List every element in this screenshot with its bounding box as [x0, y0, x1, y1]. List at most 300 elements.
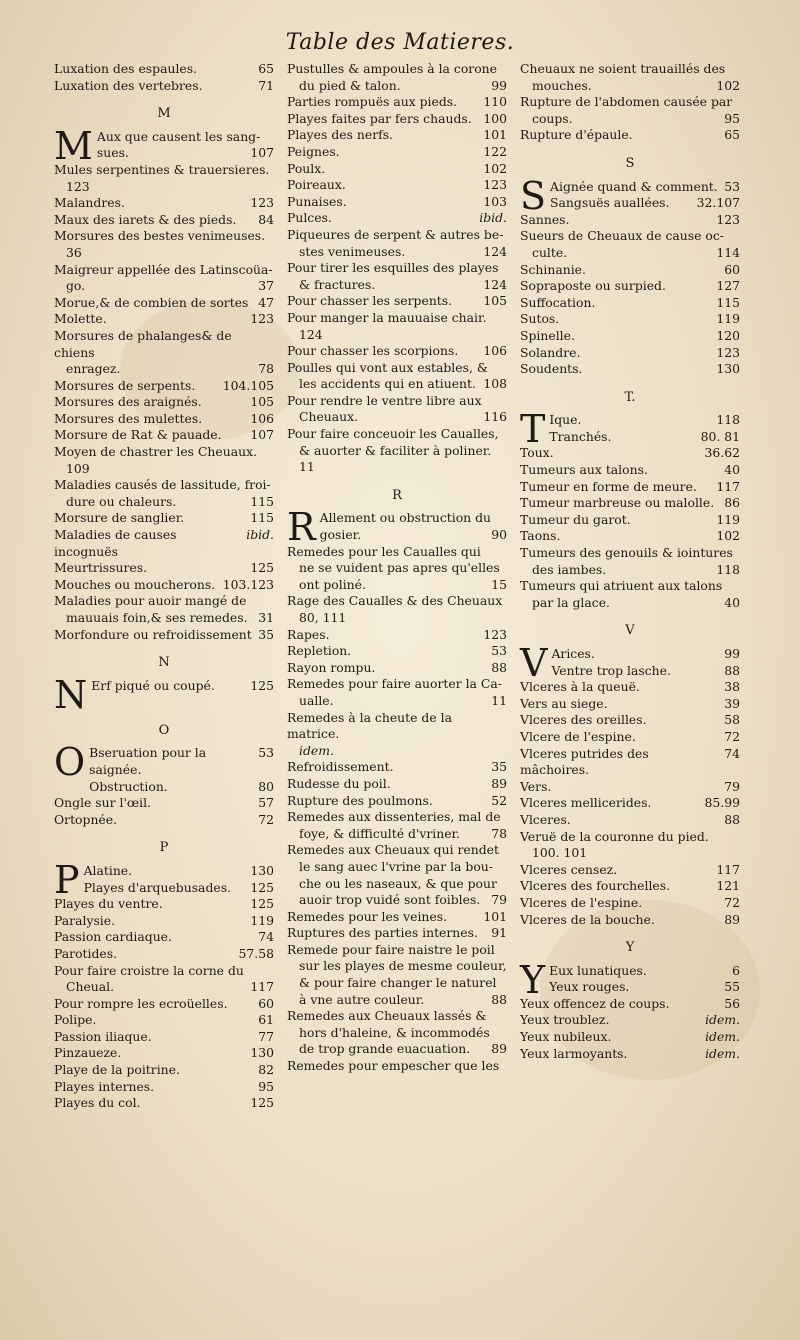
index-entry — [287, 310, 507, 327]
index-entry — [287, 942, 507, 959]
page-reference: 77 — [258, 1028, 274, 1044]
index-entry — [520, 311, 740, 328]
entry-text: Yeux nubileux. — [520, 1029, 612, 1045]
section-first-entry — [520, 407, 740, 452]
page-reference: 102 — [716, 77, 740, 93]
entry-text: Poulx. — [287, 160, 326, 176]
index-entry — [287, 144, 507, 161]
index-entry — [520, 495, 740, 512]
page-reference: 40 — [724, 594, 740, 610]
page-reference: 102 — [716, 528, 740, 544]
entry-text: Tumeur marbreuse ou malolle. — [520, 495, 715, 511]
index-entry-continuation — [287, 992, 507, 1009]
entry-text: les accidents qui en atiuent. — [299, 376, 476, 392]
drop-cap-lines — [89, 745, 274, 795]
index-entry — [54, 311, 274, 328]
page-reference: 79 — [491, 892, 507, 908]
entry-text: Tranchés. — [549, 428, 612, 444]
index-entry — [520, 912, 740, 929]
entry-text: Poulles qui vont aux estables, & — [287, 359, 488, 375]
page-reference: 65 — [724, 127, 740, 143]
page-title: Table des Matieres. — [285, 30, 515, 55]
entry-text: Paralysie. — [54, 912, 116, 928]
page-reference: 120 — [716, 327, 740, 343]
index-column-2 — [287, 61, 507, 1075]
entry-text: Playes d'arquebusades. — [83, 879, 232, 895]
entry-text: Maladies pour auoir mangé de — [54, 593, 247, 609]
index-entry-continuation — [54, 494, 274, 511]
page-reference: 130 — [250, 1045, 274, 1061]
index-entry — [54, 946, 274, 963]
page-reference: 88 — [724, 811, 740, 827]
index-entry — [54, 328, 274, 361]
page-reference: 60 — [724, 261, 740, 277]
index-entry — [54, 627, 274, 644]
index-entry-continuation — [54, 278, 274, 295]
entry-text: Morsures de serpents. — [54, 377, 196, 393]
page-reference: 125 — [250, 560, 274, 576]
page-reference: 115 — [716, 294, 740, 310]
entry-text: Morfondure ou refroidissement — [54, 626, 252, 642]
entry-text: Maux des iarets & des pieds. — [54, 211, 237, 227]
index-entry — [287, 260, 507, 277]
page-reference: ibid. — [479, 210, 507, 226]
drop-cap: O — [54, 740, 86, 785]
index-entry — [54, 228, 274, 245]
index-entry — [520, 729, 740, 746]
index-entry — [520, 746, 740, 779]
index-entry — [320, 527, 507, 544]
entry-text: Rupture de l'abdomen causée par — [520, 94, 733, 110]
page-reference: 61 — [258, 1012, 274, 1028]
index-entry — [287, 194, 507, 211]
page-reference: 117 — [716, 478, 740, 494]
page-reference: 55 — [724, 979, 740, 995]
page-reference: 124 — [483, 276, 507, 292]
index-entry — [520, 712, 740, 729]
index-entry-continuation — [287, 975, 507, 992]
entry-text: Pour faire croistre la corne du — [54, 962, 244, 978]
entry-text: Maigreur appellée des Latinscoüa- — [54, 261, 273, 277]
section-first-entry — [54, 857, 274, 902]
entry-text: Pulces. — [287, 210, 332, 226]
entry-text: de trop grande euacuation. — [299, 1041, 471, 1057]
entry-text: 11 — [299, 459, 315, 475]
index-entry — [54, 577, 274, 594]
index-column-1 — [54, 61, 274, 1112]
page-reference: ibid. — [246, 527, 274, 543]
index-entry-continuation — [287, 1041, 507, 1058]
page-reference: 106 — [483, 343, 507, 359]
page-reference: 108 — [483, 376, 507, 392]
index-entry — [287, 710, 507, 743]
index-entry — [54, 1045, 274, 1062]
entry-text: Punaises. — [287, 193, 347, 209]
index-entry — [54, 444, 274, 461]
entry-text: Remedes à la cheute de la matrice. — [287, 709, 452, 742]
index-entry-continuation — [54, 245, 274, 262]
index-entry — [287, 925, 507, 942]
page-reference: 107 — [250, 427, 274, 443]
entry-text: Pour manger la mauuaise chair. — [287, 309, 487, 325]
entry-text: Tumeurs qui atriuent aux talons — [520, 578, 723, 594]
page-reference: 119 — [250, 912, 274, 928]
page-reference: 72 — [258, 811, 274, 827]
entry-text: auoir trop vuidé sont foibles. — [299, 892, 481, 908]
page-reference: 103 — [483, 193, 507, 209]
drop-cap: P — [54, 857, 80, 902]
index-entry — [520, 295, 740, 312]
entry-text: Tumeur du garot. — [520, 511, 631, 527]
entry-text: Bseruation pour la saignée. — [89, 745, 207, 777]
entry-text: Luxation des vertebres. — [54, 77, 203, 93]
index-entry — [54, 78, 274, 95]
entry-text: stes venimeuses. — [299, 243, 406, 259]
page-reference: 123 — [250, 195, 274, 211]
entry-text: Cheual. — [66, 979, 115, 995]
index-entry-continuation — [520, 595, 740, 612]
entry-text: Pour tirer les esquilles des playes — [287, 260, 499, 276]
page-reference: 127 — [716, 278, 740, 294]
page-reference: 123 — [716, 211, 740, 227]
index-entry — [287, 1008, 507, 1025]
entry-text: Yeux larmoyants. — [520, 1045, 628, 1061]
index-entry — [520, 61, 740, 78]
page-reference: 115 — [250, 510, 274, 526]
index-entry — [520, 1046, 740, 1063]
page-reference: 99 — [491, 77, 507, 93]
index-entry — [287, 909, 507, 926]
index-entry — [520, 812, 740, 829]
index-entry — [287, 809, 507, 826]
index-entry-continuation — [287, 743, 507, 760]
index-entry-continuation — [54, 979, 274, 996]
entry-text: Maladies de causes incognuës — [54, 527, 177, 559]
entry-text: Remedes aux Cheuaux lassés & — [287, 1008, 487, 1024]
index-entry — [550, 179, 740, 196]
page-reference: 101 — [483, 908, 507, 924]
index-entry-continuation — [287, 409, 507, 426]
index-entry — [287, 293, 507, 310]
entry-text: 100. 101 — [532, 845, 588, 861]
index-entry — [520, 228, 740, 245]
entry-text: ualle. — [299, 692, 334, 708]
page-reference: 72 — [724, 894, 740, 910]
page-reference: 15 — [491, 576, 507, 592]
index-entry-continuation — [287, 1025, 507, 1042]
entry-text: Rupture d'épaule. — [520, 127, 633, 143]
index-entry-continuation — [287, 876, 507, 893]
index-entry — [287, 177, 507, 194]
entry-text: Pustulles & ampoules à la corone — [287, 61, 497, 76]
page-reference: 103.123 — [222, 576, 274, 592]
page-reference: 71 — [258, 77, 274, 93]
index-entry — [54, 61, 274, 78]
index-entry-continuation — [54, 361, 274, 378]
index-entry — [54, 195, 274, 212]
section-letter: O — [158, 722, 170, 738]
entry-text: Rudesse du poil. — [287, 775, 391, 791]
entry-text: Remedes pour les Caualles qui — [287, 543, 481, 559]
index-entry-continuation — [287, 327, 507, 344]
drop-cap-lines — [550, 179, 740, 212]
index-entry — [549, 963, 740, 980]
index-entry — [520, 878, 740, 895]
drop-cap: T — [520, 407, 546, 452]
entry-text: Rapes. — [287, 626, 330, 642]
index-entry — [549, 412, 740, 429]
index-entry — [287, 393, 507, 410]
entry-text: Rage des Caualles & des Cheuaux — [287, 593, 503, 609]
index-entry — [54, 162, 274, 179]
index-entry — [54, 996, 274, 1013]
index-entry — [287, 676, 507, 693]
index-entry — [54, 262, 274, 279]
page-reference: 39 — [724, 695, 740, 711]
page-reference: 56 — [724, 995, 740, 1011]
entry-text: des iambes. — [532, 561, 607, 577]
index-entry — [84, 880, 274, 897]
entry-text: gosier. — [319, 527, 362, 543]
entry-text: Vlceres des oreilles. — [520, 712, 647, 728]
index-entry — [54, 427, 274, 444]
entry-text: le sang auec l'vrine par la bou- — [299, 858, 493, 874]
entry-text: idem. — [299, 742, 334, 758]
page-reference: 53 — [724, 178, 740, 194]
index-entry-continuation — [287, 693, 507, 710]
index-entry — [54, 1029, 274, 1046]
page-reference: 118 — [716, 561, 740, 577]
index-entry — [520, 462, 740, 479]
entry-text: Pinzaueze. — [54, 1045, 122, 1061]
index-entry-continuation — [520, 845, 740, 862]
entry-text: Remedes pour empescher que les — [287, 1058, 500, 1074]
entry-text: Vlcere de l'espine. — [520, 728, 636, 744]
entry-text: Tumeur en forme de meure. — [520, 478, 697, 494]
index-entry — [54, 527, 274, 560]
page-reference: 36.62 — [704, 445, 740, 461]
page-reference: 125 — [250, 677, 274, 693]
entry-text: coups. — [532, 110, 573, 126]
page-reference: 100 — [483, 110, 507, 126]
entry-text: Morsure de Rat & pauade. — [54, 427, 222, 443]
section-first-entry — [54, 672, 274, 717]
index-entry — [287, 360, 507, 377]
entry-text: Toux. — [520, 445, 554, 461]
entry-text: Meurtrissures. — [54, 560, 148, 576]
index-entry — [54, 477, 274, 494]
entry-text: Vlceres à la queuë. — [520, 679, 640, 695]
drop-cap: R — [287, 505, 316, 550]
index-entry — [54, 913, 274, 930]
entry-text: Playes faites par fers chauds. — [287, 110, 472, 126]
entry-text: Tumeurs aux talons. — [520, 462, 648, 478]
index-entry — [287, 593, 507, 610]
index-entry — [520, 996, 740, 1013]
entry-text: Playe de la poitrine. — [54, 1062, 180, 1078]
entry-text: Parotides. — [54, 945, 118, 961]
page-reference: 60 — [258, 995, 274, 1011]
entry-text: Pour chasser les scorpions. — [287, 343, 459, 359]
entry-text: Pour chasser les serpents. — [287, 293, 453, 309]
page-reference: 65 — [258, 61, 274, 76]
page-reference: 114 — [716, 244, 740, 260]
entry-text: Morue,& de combien de sortes — [54, 294, 249, 310]
page-reference: 88 — [491, 659, 507, 675]
index-entry — [320, 510, 507, 527]
page-reference: 119 — [716, 511, 740, 527]
entry-text: Pour faire conceuoir les Caualles, — [287, 426, 499, 442]
entry-text: Remedes aux dissenteries, mal de — [287, 809, 501, 825]
index-entry — [520, 696, 740, 713]
page-reference: 102 — [483, 160, 507, 176]
entry-text: Playes du col. — [54, 1095, 141, 1111]
index-entry — [520, 328, 740, 345]
index-entry — [287, 643, 507, 660]
page-reference: 105 — [483, 293, 507, 309]
drop-cap-lines — [549, 412, 740, 445]
page-reference: idem. — [705, 1012, 740, 1028]
entry-text: 124 — [299, 326, 323, 342]
page-reference: 86 — [724, 495, 740, 511]
page-reference: 35 — [491, 759, 507, 775]
entry-text: Erf piqué ou coupé. — [91, 677, 215, 693]
index-entry — [54, 394, 274, 411]
entry-text: Remedes aux Cheuaux qui rendet — [287, 842, 499, 858]
entry-text: Moyen de chastrer les Cheuaux. — [54, 444, 258, 460]
index-entry — [520, 545, 740, 562]
page-reference: 90 — [491, 527, 507, 543]
index-entry-continuation — [287, 958, 507, 975]
entry-text: Sutos. — [520, 311, 560, 327]
index-entry — [54, 378, 274, 395]
index-entry — [520, 528, 740, 545]
entry-text: Luxation des espaules. — [54, 61, 198, 76]
entry-text: Yeux offencez de coups. — [520, 995, 670, 1011]
entry-text: Ique. — [549, 412, 582, 428]
index-entry — [54, 896, 274, 913]
index-entry-continuation — [287, 443, 507, 460]
page-reference: 125 — [250, 1095, 274, 1111]
index-entry — [287, 544, 507, 561]
page-reference: 11 — [491, 692, 507, 708]
page-reference: 89 — [724, 911, 740, 927]
entry-text: Parties rompuës aux pieds. — [287, 94, 458, 110]
entry-text: Repletion. — [287, 643, 352, 659]
index-entry-continuation — [520, 111, 740, 128]
page-reference: 78 — [258, 361, 274, 377]
index-entry — [549, 979, 740, 996]
section-first-entry — [54, 740, 274, 795]
index-entry-continuation — [520, 245, 740, 262]
entry-text: go. — [66, 278, 86, 294]
page-reference: 82 — [258, 1062, 274, 1078]
entry-text: hors d'haleine, & incommodés — [299, 1024, 490, 1040]
page-reference: 105 — [250, 394, 274, 410]
entry-text: Piqueures de serpent & autres be- — [287, 226, 504, 242]
index-entry — [54, 963, 274, 980]
page-reference: 89 — [491, 775, 507, 791]
index-entry — [54, 812, 274, 829]
section-letter: V — [625, 623, 635, 639]
index-entry — [520, 679, 740, 696]
entry-text: Morsures des araignés. — [54, 394, 202, 410]
entry-text: Poireaux. — [287, 177, 346, 193]
page-reference: 125 — [250, 896, 274, 912]
drop-cap-lines — [91, 678, 274, 695]
index-entry-continuation — [287, 577, 507, 594]
index-entry — [287, 426, 507, 443]
index-entry — [520, 1029, 740, 1046]
entry-text: Cheuaux ne soient trauaillés des — [520, 61, 726, 76]
page-reference: 40 — [724, 462, 740, 478]
entry-text: Rupture des poulmons. — [287, 792, 433, 808]
entry-text: Taons. — [520, 528, 561, 544]
entry-text: Sueurs de Cheuaux de cause oc- — [520, 228, 724, 244]
index-entry-continuation — [287, 78, 507, 95]
page-reference: 53 — [491, 643, 507, 659]
entry-text: Mouches ou moucherons. — [54, 576, 216, 592]
page-reference: 57 — [258, 795, 274, 811]
entry-text: Veruë de la couronne du pied. — [520, 828, 709, 844]
index-entry-continuation — [520, 562, 740, 579]
index-entry-continuation — [287, 826, 507, 843]
entry-text: dure ou chaleurs. — [66, 493, 177, 509]
drop-cap-lines — [551, 646, 740, 679]
index-entry — [520, 479, 740, 496]
entry-text: Rayon rompu. — [287, 659, 376, 675]
entry-text: Yeux rouges. — [549, 979, 630, 995]
entry-text: Vlceres de la bouche. — [520, 911, 655, 927]
page-reference: 125 — [250, 879, 274, 895]
entry-text: Ongle sur l'œil. — [54, 795, 151, 811]
drop-cap: S — [520, 173, 547, 218]
section-first-entry — [54, 123, 274, 168]
page-reference: 130 — [716, 361, 740, 377]
page-reference: 52 — [491, 792, 507, 808]
index-entry — [54, 795, 274, 812]
entry-text: Vlceres de l'espine. — [520, 894, 643, 910]
page-reference: 88 — [491, 991, 507, 1007]
index-entry-continuation — [287, 459, 507, 476]
index-entry — [89, 779, 274, 796]
entry-text: Molette. — [54, 311, 107, 327]
page-reference: 117 — [250, 979, 274, 995]
entry-text: Aux que causent les sang- — [96, 128, 261, 144]
entry-text: Playes internes. — [54, 1078, 155, 1094]
page-reference: 31 — [258, 610, 274, 625]
drop-cap-lines — [97, 129, 274, 162]
entry-text: 80, 111 — [299, 610, 347, 625]
index-entry-continuation — [287, 277, 507, 294]
page-reference: 117 — [716, 861, 740, 877]
page-reference: 123 — [483, 177, 507, 193]
entry-text: Eux lunatiques. — [549, 962, 647, 978]
index-entry — [287, 793, 507, 810]
index-entry — [520, 212, 740, 229]
page-reference: 121 — [716, 878, 740, 894]
page-reference: 53 — [258, 745, 274, 761]
entry-text: Playes des nerfs. — [287, 127, 393, 143]
entry-text: mauuais foin,& ses remedes. — [66, 610, 248, 625]
entry-text: Yeux troublez. — [520, 1012, 610, 1028]
index-entry — [54, 212, 274, 229]
entry-text: che ou les naseaux, & que pour — [299, 875, 497, 891]
index-entry — [520, 578, 740, 595]
entry-text: Malandres. — [54, 195, 125, 211]
index-entry — [287, 343, 507, 360]
drop-cap-lines — [549, 963, 740, 996]
